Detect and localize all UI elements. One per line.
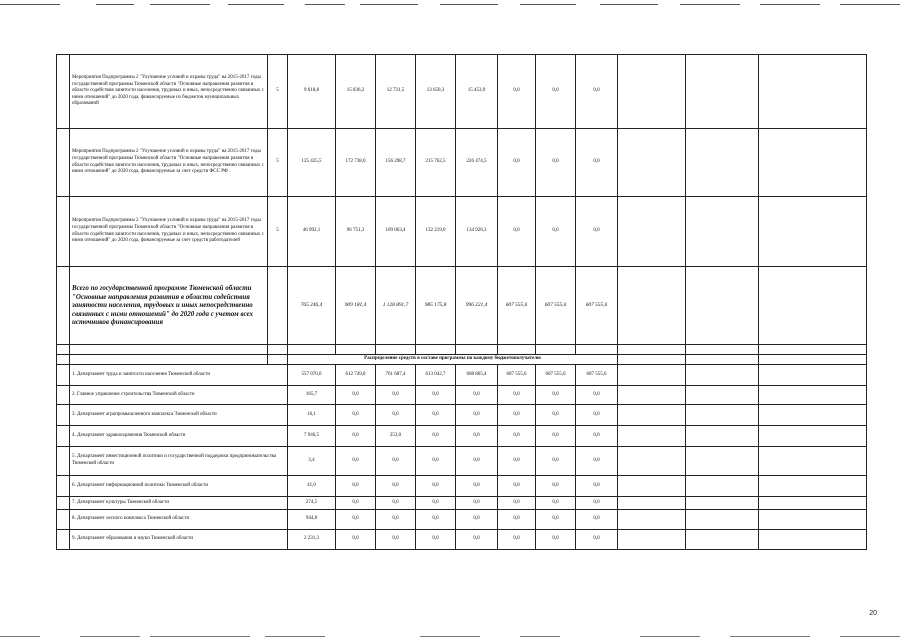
extra-col-2: [686, 267, 759, 345]
value-cell: 0,0: [376, 510, 416, 530]
value-cell: 226 474,5: [456, 129, 498, 197]
value-cell: 3,4: [288, 447, 336, 476]
value-cell: 0,0: [416, 386, 456, 405]
row-margin-cell: [57, 447, 70, 476]
total-value-cell: 765 246,4: [288, 267, 336, 345]
extra-col-1: [618, 405, 686, 426]
value-cell: 0,0: [416, 497, 456, 510]
extra-col-2: [686, 497, 759, 510]
extra-col-3: [759, 365, 867, 386]
value-cell: 607 555,6: [536, 365, 576, 386]
spacer-row: [57, 345, 867, 355]
value-cell: 0,0: [498, 497, 536, 510]
value-cell: 0,0: [576, 55, 618, 129]
value-cell: 0,0: [498, 447, 536, 476]
value-cell: 0,0: [536, 386, 576, 405]
spacer-cell: [336, 345, 376, 355]
row-margin-cell: [57, 355, 70, 365]
total-description: Всего по государственной программе Тюменской области "Основные направления развития в области содействия занятости населения, трудовых и иных непосредственно связанных с ними отношений" до 2020 года с учетом всех источников финансирования: [70, 267, 268, 345]
value-cell: 0,0: [536, 405, 576, 426]
row-description: Мероприятия Подпрограммы 2 "Улучшение условий и охраны труда" на 2015-2017 годы государственной программы Тюменской области "Основные направления развития в области содействия занятости населения, трудовых и иных, непосредственно связанных с ними отношений" до 2020 года, финансируемые за счет средств работодателей: [70, 197, 268, 267]
department-row: [57, 365, 867, 386]
budget-table: [56, 54, 867, 550]
value-cell: 0,0: [456, 497, 498, 510]
extra-col-3: [759, 55, 867, 129]
value-cell: 0,0: [498, 530, 536, 550]
value-cell: 172 738,0: [336, 129, 376, 197]
value-cell: 0,0: [576, 405, 618, 426]
value-cell: 0,0: [498, 510, 536, 530]
value-cell: 0,0: [498, 405, 536, 426]
extra-col-2: [686, 129, 759, 197]
extra-col-2: [686, 530, 759, 550]
value-cell: 0,0: [498, 55, 536, 129]
value-cell: 96 751,3: [336, 197, 376, 267]
extra-col-2: [686, 355, 759, 365]
value-cell: 0,0: [456, 447, 498, 476]
value-cell: 0,0: [536, 476, 576, 497]
value-cell: 0,0: [536, 55, 576, 129]
value-cell: 16,1: [288, 405, 336, 426]
value-cell: 0,0: [336, 530, 376, 550]
row-margin-cell: [57, 426, 70, 447]
spacer-cell: [416, 345, 456, 355]
spacer-cell: [288, 345, 336, 355]
extra-col-1: [618, 447, 686, 476]
extra-col-1: [618, 355, 686, 365]
value-cell: 0,0: [336, 386, 376, 405]
value-cell: 0,0: [336, 426, 376, 447]
value-cell: 0,0: [456, 386, 498, 405]
value-cell: 0,0: [376, 405, 416, 426]
value-cell: 0,0: [536, 510, 576, 530]
extra-col-1: [618, 497, 686, 510]
extra-col-1: [618, 267, 686, 345]
extra-col-2: [686, 426, 759, 447]
department-name: 8. Департамент лесного комплекса Тюменской области: [70, 510, 288, 530]
extra-col-3: [759, 386, 867, 405]
department-row: [57, 510, 867, 530]
department-name: 9. Департамент образования и науки Тюменской области: [70, 530, 288, 550]
value-cell: 2 231,3: [288, 530, 336, 550]
extra-col-1: [618, 476, 686, 497]
extra-col-1: [618, 530, 686, 550]
value-cell: 0,0: [536, 197, 576, 267]
extra-col-3: [759, 530, 867, 550]
total-value-cell: 985 175,8: [416, 267, 456, 345]
row-margin-cell: [57, 386, 70, 405]
spacer-cell: [686, 345, 759, 355]
value-cell: 0,0: [376, 447, 416, 476]
total-value-cell: 1 128 891,7: [376, 267, 416, 345]
section-header-row: [57, 355, 867, 365]
row-margin-cell: [57, 510, 70, 530]
value-cell: 253,0: [376, 426, 416, 447]
table-row: [57, 197, 867, 267]
row-margin-cell: [57, 55, 70, 129]
row-description: Мероприятия Подпрограммы 2 "Улучшение условий и охраны труда" на 2015-2017 годы государственной программы Тюменской области "Основные направления развития в области содействия занятости населения, трудовых и иных, непосредственно связанных с ними отношений" до 2020 года, финансируемые за счет средств ФСС РФ: [70, 129, 268, 197]
value-cell: 0,0: [498, 197, 536, 267]
value-cell: 0,0: [536, 530, 576, 550]
extra-col-3: [759, 355, 867, 365]
department-row: [57, 447, 867, 476]
total-value-cell: 909 181,4: [336, 267, 376, 345]
extra-col-3: [759, 405, 867, 426]
extra-col-2: [686, 405, 759, 426]
row-margin-cell: [57, 476, 70, 497]
value-cell: 165,7: [288, 386, 336, 405]
table-row: [57, 129, 867, 197]
row-code: 5: [268, 55, 288, 129]
department-row: [57, 386, 867, 405]
value-cell: 0,0: [416, 530, 456, 550]
extra-col-1: [618, 365, 686, 386]
value-cell: 0,0: [498, 386, 536, 405]
value-cell: 125 425,5: [288, 129, 336, 197]
row-margin-cell: [57, 267, 70, 345]
extra-col-3: [759, 497, 867, 510]
extra-col-3: [759, 129, 867, 197]
value-cell: 0,0: [536, 447, 576, 476]
department-name: 6. Департамент информационной политики Тюменской области: [70, 476, 288, 497]
extra-col-3: [759, 197, 867, 267]
spacer-cell: [759, 345, 867, 355]
value-cell: 0,0: [456, 426, 498, 447]
value-cell: 0,0: [456, 530, 498, 550]
value-cell: 608 865,4: [456, 365, 498, 386]
extra-col-1: [618, 197, 686, 267]
value-cell: 0,0: [376, 530, 416, 550]
value-cell: 46 992,1: [288, 197, 336, 267]
value-cell: 9 618,8: [288, 55, 336, 129]
spacer-cell: [268, 345, 288, 355]
spacer-cell: [57, 345, 70, 355]
value-cell: 274,5: [288, 497, 336, 510]
header-blank-cell: [268, 355, 288, 365]
value-cell: 0,0: [336, 476, 376, 497]
value-cell: 0,0: [576, 386, 618, 405]
value-cell: 557 070,0: [288, 365, 336, 386]
department-name: 7. Департамент культуры Тюменской области: [70, 497, 288, 510]
extra-col-3: [759, 426, 867, 447]
value-cell: 13 650,3: [416, 55, 456, 129]
value-cell: 0,0: [376, 497, 416, 510]
value-cell: 0,0: [416, 426, 456, 447]
value-cell: 0,0: [336, 497, 376, 510]
department-name: 2. Главное управление строительства Тюменской области: [70, 386, 288, 405]
section-header: Распределение средств в составе программы по каждому бюджетополучателю: [288, 355, 618, 365]
spacer-cell: [536, 345, 576, 355]
extra-col-3: [759, 510, 867, 530]
extra-col-2: [686, 197, 759, 267]
value-cell: 0,0: [416, 476, 456, 497]
department-name: 1. Департамент труда и занятости населения Тюменской области: [70, 365, 288, 386]
extra-col-3: [759, 267, 867, 345]
value-cell: 607 555,6: [498, 365, 536, 386]
value-cell: 613 042,7: [416, 365, 456, 386]
value-cell: 0,0: [536, 426, 576, 447]
row-description: Мероприятия Подпрограммы 2 "Улучшение условий и охраны труда" на 2015-2017 годы государственной программы Тюменской области "Основные направления развития в области содействия занятости населения, трудовых и иных, непосредственно связанных с ними отношений" до 2020 года, финансируемые из бюджетов муниципальных образований: [70, 55, 268, 129]
extra-col-1: [618, 510, 686, 530]
extra-col-2: [686, 510, 759, 530]
value-cell: 0,0: [416, 447, 456, 476]
value-cell: 134 926,3: [456, 197, 498, 267]
department-name: 3. Департамент агропромышленного комплекса Тюменской области: [70, 405, 288, 426]
row-margin-cell: [57, 197, 70, 267]
value-cell: 0,0: [498, 476, 536, 497]
value-cell: 15 836,2: [336, 55, 376, 129]
value-cell: 0,0: [576, 530, 618, 550]
value-cell: 0,0: [536, 497, 576, 510]
value-cell: 0,0: [336, 405, 376, 426]
value-cell: 0,0: [376, 386, 416, 405]
row-code: [268, 267, 288, 345]
extra-col-3: [759, 447, 867, 476]
row-margin-cell: [57, 405, 70, 426]
extra-col-1: [618, 129, 686, 197]
value-cell: 944,8: [288, 510, 336, 530]
row-code: 5: [268, 197, 288, 267]
spacer-cell: [376, 345, 416, 355]
department-row: [57, 530, 867, 550]
value-cell: 0,0: [456, 476, 498, 497]
total-value-cell: 996 221,4: [456, 267, 498, 345]
value-cell: 0,0: [576, 426, 618, 447]
value-cell: 0,0: [456, 405, 498, 426]
extra-col-2: [686, 476, 759, 497]
value-cell: 15 453,9: [456, 55, 498, 129]
value-cell: 607 555,6: [576, 365, 618, 386]
department-row: [57, 476, 867, 497]
value-cell: 215 762,5: [416, 129, 456, 197]
row-margin-cell: [57, 497, 70, 510]
extra-col-2: [686, 365, 759, 386]
row-margin-cell: [57, 365, 70, 386]
value-cell: 0,0: [336, 510, 376, 530]
value-cell: 0,0: [336, 447, 376, 476]
department-row: [57, 426, 867, 447]
value-cell: 0,0: [576, 197, 618, 267]
value-cell: 0,0: [536, 129, 576, 197]
total-value-cell: 607 555,6: [576, 267, 618, 345]
extra-col-2: [686, 55, 759, 129]
spacer-cell: [618, 345, 686, 355]
page-number: 20: [869, 610, 877, 617]
department-name: 5. Департамент инвестиционной политики и государственной поддержки предпринимательства Тюменской области: [70, 447, 288, 476]
total-value-cell: 607 555,6: [498, 267, 536, 345]
department-name: 4. Департамент здравоохранения Тюменской области: [70, 426, 288, 447]
value-cell: 12 731,5: [376, 55, 416, 129]
value-cell: 0,0: [576, 447, 618, 476]
extra-col-1: [618, 386, 686, 405]
value-cell: 0,0: [456, 510, 498, 530]
row-margin-cell: [57, 530, 70, 550]
value-cell: 0,0: [498, 129, 536, 197]
value-cell: 0,0: [576, 476, 618, 497]
extra-col-1: [618, 55, 686, 129]
extra-col-2: [686, 447, 759, 476]
extra-col-1: [618, 426, 686, 447]
value-cell: 0,0: [576, 510, 618, 530]
value-cell: 0,0: [576, 497, 618, 510]
value-cell: 132 219,0: [416, 197, 456, 267]
extra-col-2: [686, 386, 759, 405]
value-cell: 41,0: [288, 476, 336, 497]
value-cell: 156 298,7: [376, 129, 416, 197]
row-margin-cell: [57, 129, 70, 197]
spacer-cell: [498, 345, 536, 355]
table-row: [57, 55, 867, 129]
total-value-cell: 607 555,6: [536, 267, 576, 345]
value-cell: 761 687,4: [376, 365, 416, 386]
value-cell: 109 063,4: [376, 197, 416, 267]
header-blank-cell: [70, 355, 268, 365]
value-cell: 612 749,8: [336, 365, 376, 386]
value-cell: 0,0: [498, 426, 536, 447]
spacer-cell: [70, 345, 268, 355]
department-row: [57, 405, 867, 426]
spacer-cell: [576, 345, 618, 355]
spacer-cell: [456, 345, 498, 355]
extra-col-3: [759, 476, 867, 497]
value-cell: 0,0: [416, 510, 456, 530]
value-cell: 0,0: [576, 129, 618, 197]
value-cell: 0,0: [416, 405, 456, 426]
value-cell: 7 946,5: [288, 426, 336, 447]
total-row: [57, 267, 867, 345]
department-row: [57, 497, 867, 510]
row-code: 5: [268, 129, 288, 197]
value-cell: 0,0: [376, 476, 416, 497]
